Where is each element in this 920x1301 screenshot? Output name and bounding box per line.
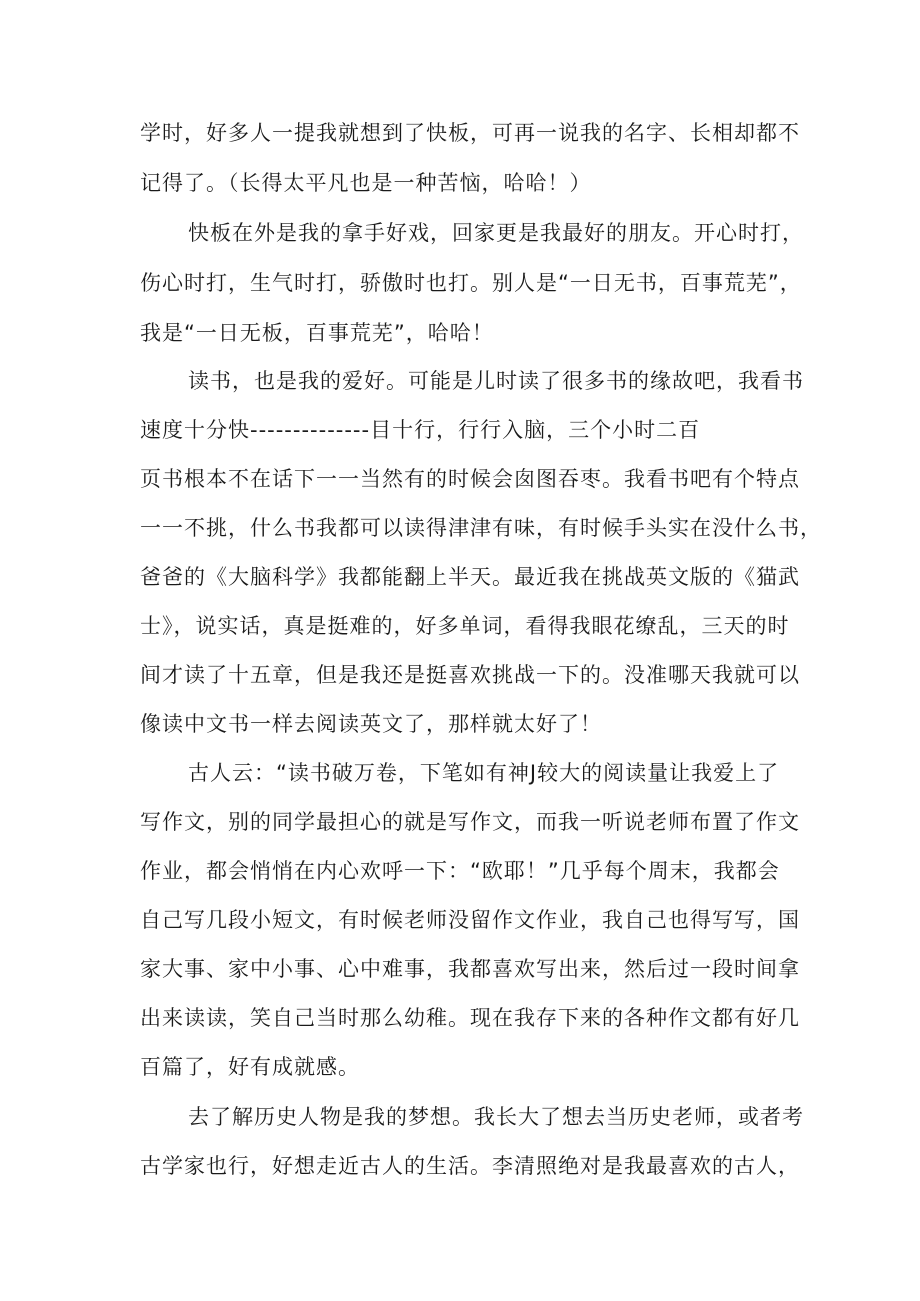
text-line: 我是“一日无板，百事荒芜”，哈哈！ xyxy=(140,321,494,345)
text-line: 一一不挑，什么书我都可以读得津津有味，有时候手头实在没什么书， xyxy=(140,516,822,540)
text-line: 百篇了，好有成就感。 xyxy=(140,1055,360,1079)
text-line: 爸爸的《大脑科学》我都能翻上半天。最近我在挑战英文版的《猫武 xyxy=(140,565,800,589)
text-line: 伤心时打，生气时打，骄傲时也打。别人是“一日无书，百事荒芜”， xyxy=(140,271,802,295)
paragraph-start-line: 快板在外是我的拿手好戏，回家更是我最好的朋友。开心时打， xyxy=(188,221,804,245)
text-line: 写作文，别的同学最担心的就是写作文，而我一听说老师布置了作文 xyxy=(140,810,800,834)
paragraph-start-line: 古人云：“读书破万卷，下笔如有神J较大的阅读量让我爱上了 xyxy=(188,761,780,785)
text-line: 记得了。（长得太平凡也是一种苦恼，哈哈！） xyxy=(140,171,592,195)
text-line: 学时，好多人一提我就想到了快板，可再一说我的名字、长相却都不 xyxy=(140,121,800,145)
text-line: 像读中文书一样去阅读英文了，那样就太好了！ xyxy=(140,712,602,736)
text-line: 自己写几段小短文，有时候老师没留作文作业，我自己也得写写，国 xyxy=(140,908,800,932)
text-line: 间才读了十五章，但是我还是挺喜欢挑战一下的。没准哪天我就可以 xyxy=(140,663,800,687)
text-line: 出来读读，笑自己当时那么幼稚。现在我存下来的各种作文都有好几 xyxy=(140,1006,800,1030)
text-line: 古学家也行，好想走近古人的生活。李清照绝对是我最喜欢的古人， xyxy=(140,1154,800,1178)
text-line: 页书根本不在话下一一当然有的时候会囱图吞枣。我看书吧有个特点 xyxy=(140,467,800,491)
paragraph-start-line: 读书，也是我的爱好。可能是儿时读了很多书的缘故吧，我看书 xyxy=(188,369,804,393)
text-line: 作业，都会悄悄在内心欢呼一下：“欧耶！”几乎每个周末，我都会 xyxy=(140,859,780,883)
text-line: 士》，说实话，真是挺难的，好多单词，看得我眼花缭乱，三天的时 xyxy=(140,614,790,638)
text-line: 速度十分快--------------目十行，行行入脑，三个小时二百 xyxy=(140,418,701,442)
paragraph-start-line: 去了解历史人物是我的梦想。我长大了想去当历史老师，或者考 xyxy=(188,1105,804,1129)
text-line: 家大事、家中小事、心中难事，我都喜欢写出来，然后过一段时间拿 xyxy=(140,957,800,981)
